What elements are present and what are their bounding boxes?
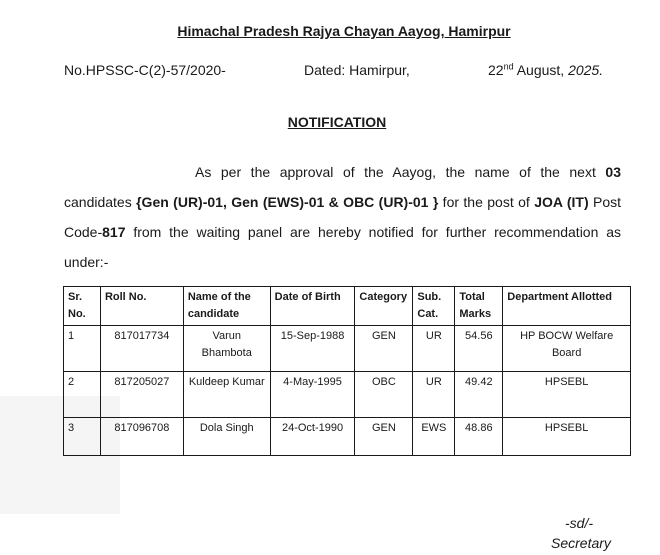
table-row (64, 372, 631, 418)
cell-name: Dola Singh (183, 418, 270, 456)
cell-sr: 1 (64, 326, 101, 372)
cell-dob: 4-May-1995 (270, 372, 355, 418)
date-month: August, (513, 62, 569, 78)
cell-sr: 3 (64, 418, 101, 456)
cell-marks: 48.86 (455, 418, 503, 456)
body-text-1: As per the approval of the Aayog, the name of the next (195, 164, 606, 180)
notification-date (488, 62, 603, 78)
table-header-row (64, 287, 631, 326)
candidate-count: 03 (605, 164, 621, 180)
cell-dept: HP BOCW Welfare Board (503, 326, 631, 372)
cell-dob: 15-Sep-1988 (270, 326, 355, 372)
cell-marks: 49.42 (455, 372, 503, 418)
col-header-dob: Date of Birth (270, 287, 355, 326)
col-header-roll: Roll No. (100, 287, 183, 326)
candidates-table (63, 286, 631, 456)
col-header-name: Name of the candidate (183, 287, 270, 326)
reference-number: No.HPSSC-C(2)-57/2020- (64, 62, 226, 78)
cell-category: GEN (355, 418, 413, 456)
cell-name: Varun Bhambota (183, 326, 270, 372)
cell-sr: 2 (64, 372, 101, 418)
body-text-2: candidates (64, 194, 137, 210)
category-breakup: {Gen (UR)-01, Gen (EWS)-01 & OBC (UR)-01 } (136, 194, 439, 210)
cell-roll: 817096708 (100, 418, 183, 456)
post-code: 817 (102, 224, 126, 240)
cell-category: GEN (355, 326, 413, 372)
body-text-4: Post Code- (64, 194, 622, 240)
notification-heading: NOTIFICATION (287, 114, 387, 130)
cell-subcat: EWS (413, 418, 455, 456)
col-header-sr: Sr. No. (64, 287, 101, 326)
cell-subcat: UR (413, 372, 455, 418)
col-header-category: Category (355, 287, 413, 326)
cell-dob: 24-Oct-1990 (270, 418, 355, 456)
cell-marks: 54.56 (455, 326, 503, 372)
cell-roll: 817205027 (100, 372, 183, 418)
date-year: 2025. (568, 62, 604, 78)
dated-place: Dated: Hamirpur, (304, 62, 410, 78)
col-header-dept: Department Allotted (503, 287, 631, 326)
cell-subcat: UR (413, 326, 455, 372)
cell-dept: HPSEBL (503, 372, 631, 418)
office-title: Himachal Pradesh Rajya Chayan Aayog, Hamirpur (177, 23, 511, 39)
table-row (64, 326, 631, 372)
signatory-designation: Secretary (551, 535, 611, 551)
signature-mark: -sd/- (565, 515, 593, 531)
table-row (64, 418, 631, 456)
notification-body (64, 157, 621, 277)
col-header-marks: Total Marks (455, 287, 503, 326)
body-text-3: for the post of (438, 194, 535, 210)
post-name: JOA (IT) (534, 194, 589, 210)
cell-roll: 817017734 (100, 326, 183, 372)
date-suffix: nd (503, 61, 514, 72)
cell-dept: HPSEBL (503, 418, 631, 456)
cell-name: Kuldeep Kumar (183, 372, 270, 418)
body-text-5: from the waiting panel are hereby notified for further recommendation as under:- (64, 224, 621, 270)
col-header-subcat: Sub. Cat. (413, 287, 455, 326)
cell-category: OBC (355, 372, 413, 418)
date-day: 22 (488, 62, 504, 78)
